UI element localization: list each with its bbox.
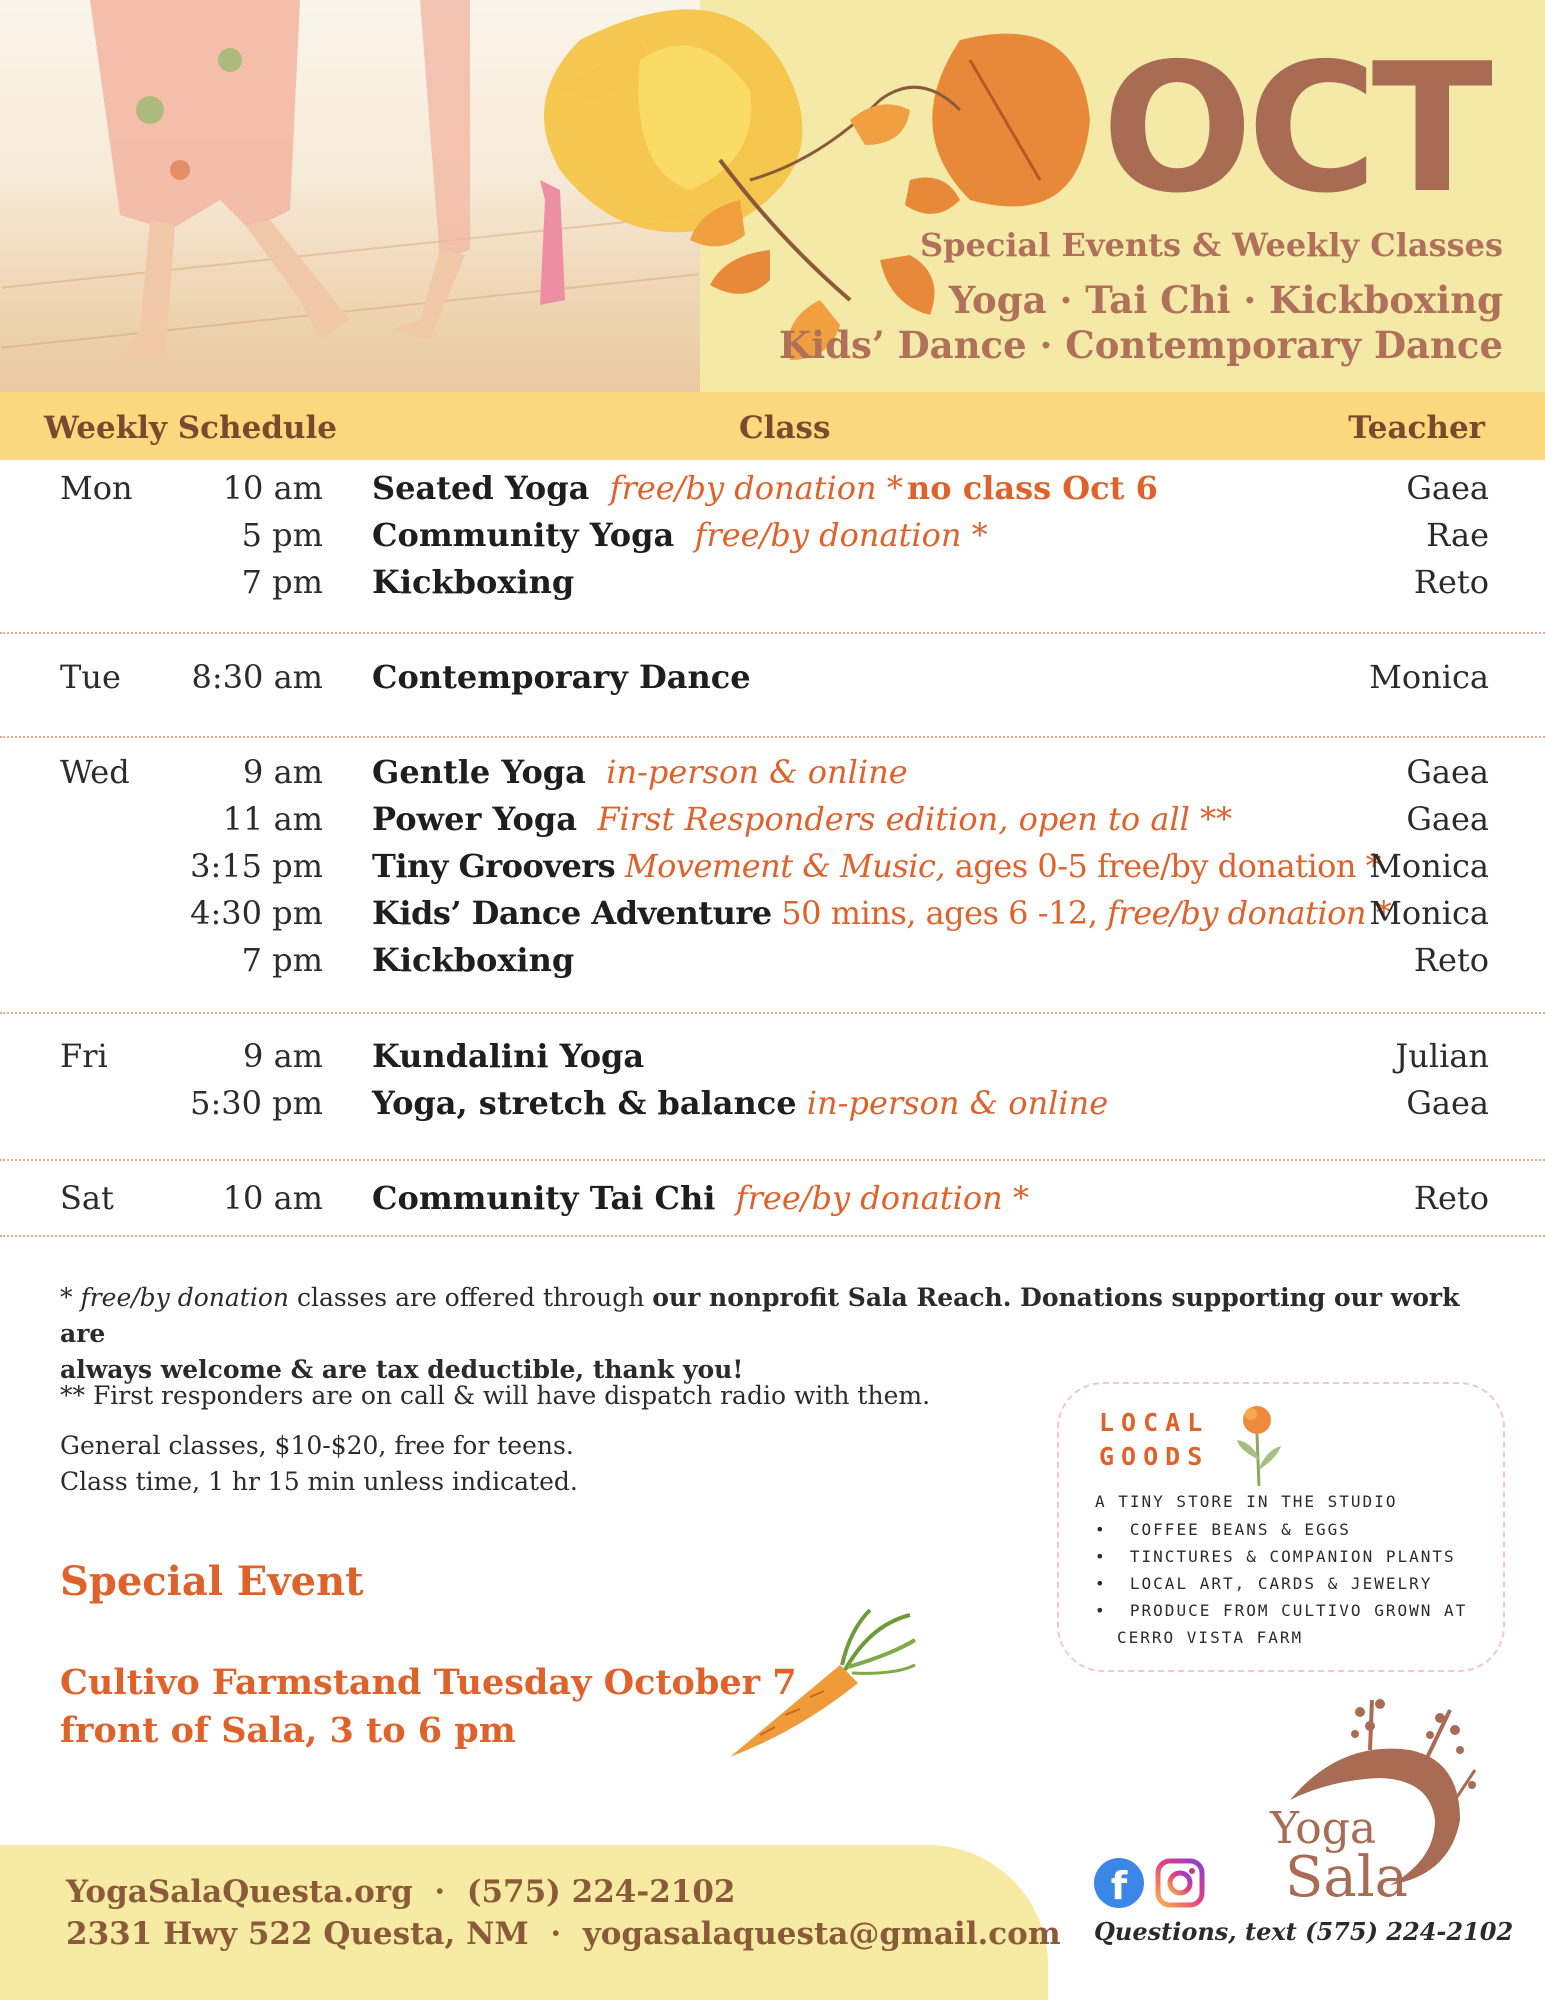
special-event-heading: Special Event bbox=[60, 1558, 364, 1605]
teacher-name: Monica bbox=[1369, 894, 1489, 932]
goods-intro: A TINY STORE IN THE STUDIO bbox=[1095, 1492, 1398, 1511]
teacher-name: Monica bbox=[1369, 658, 1489, 696]
flower-icon bbox=[1229, 1400, 1289, 1490]
teacher-name: Reto bbox=[1413, 1179, 1489, 1217]
facebook-icon[interactable]: f bbox=[1094, 1858, 1144, 1908]
teacher-name: Gaea bbox=[1406, 753, 1489, 791]
class-time: 9 am bbox=[243, 753, 323, 791]
goods-item: • TINCTURES & COMPANION PLANTS bbox=[1095, 1547, 1456, 1566]
class-name: Kickboxing bbox=[372, 941, 575, 979]
class-name: Kickboxing bbox=[372, 563, 575, 601]
donation-note: * free/by donation classes are offered through our nonprofit Sala Reach. Donations supporting our work are always welcome & are tax deductible, thank you! bbox=[60, 1283, 1460, 1384]
class-time: 7 pm bbox=[241, 941, 323, 979]
class-time: 11 am bbox=[222, 800, 323, 838]
no-class-notice: no class Oct 6 bbox=[907, 469, 1158, 507]
class-name: Seated Yoga bbox=[372, 469, 590, 507]
class-time: 10 am bbox=[222, 1179, 323, 1217]
row-divider bbox=[0, 1012, 1545, 1014]
class-note: in-person & online bbox=[606, 753, 908, 791]
class-note: ages 0-5 free/by donation * bbox=[954, 847, 1382, 885]
goods-item: • PRODUCE FROM CULTIVO GROWN AT bbox=[1095, 1601, 1468, 1620]
class-entry bbox=[372, 753, 908, 791]
class-name: Community Yoga bbox=[372, 516, 675, 554]
class-name: Gentle Yoga bbox=[372, 753, 586, 791]
header-banner bbox=[0, 0, 1545, 392]
row-divider bbox=[0, 1235, 1545, 1237]
class-name: Power Yoga bbox=[372, 800, 577, 838]
teacher-name: Julian bbox=[1395, 1037, 1489, 1075]
row-divider bbox=[0, 632, 1545, 634]
class-entry bbox=[372, 1037, 644, 1075]
day-monday: Mon bbox=[60, 469, 133, 507]
class-entry bbox=[372, 516, 988, 554]
header-line1: Yoga · Tai Chi · Kickboxing bbox=[948, 278, 1503, 322]
teacher-name: Monica bbox=[1369, 847, 1489, 885]
class-name: Contemporary Dance bbox=[372, 658, 751, 696]
logo-word-yoga: Yoga bbox=[1270, 1803, 1377, 1854]
class-time: 10 am bbox=[222, 469, 323, 507]
class-time: 3:15 pm bbox=[190, 847, 323, 885]
phone-number[interactable]: (575) 224-2102 bbox=[466, 1874, 736, 1910]
footer-line2: 2331 Hwy 522 Questa, NM · yogasalaquesta@gmail.com bbox=[66, 1916, 1061, 1952]
goods-item: • COFFEE BEANS & EGGS bbox=[1095, 1520, 1351, 1539]
class-entry bbox=[372, 658, 751, 696]
class-note: in-person & online bbox=[806, 1084, 1109, 1122]
teacher-name: Gaea bbox=[1406, 1084, 1489, 1122]
class-time: 9 am bbox=[243, 1037, 323, 1075]
class-time: 5 pm bbox=[241, 516, 323, 554]
class-note: free/by donation * bbox=[694, 516, 988, 554]
day-saturday: Sat bbox=[60, 1179, 114, 1217]
class-entry bbox=[372, 1179, 1029, 1217]
class-entry bbox=[372, 941, 574, 979]
class-time: 4:30 pm bbox=[190, 894, 323, 932]
class-time: 5:30 pm bbox=[190, 1084, 323, 1122]
class-note: First Responders edition, open to all ** bbox=[597, 800, 1233, 838]
event-line1: Cultivo Farmstand Tuesday October 7 bbox=[60, 1662, 797, 1703]
instagram-icon[interactable] bbox=[1155, 1858, 1205, 1908]
class-note: free/by donation * bbox=[735, 1179, 1029, 1217]
class-note-italic: Movement & Music, bbox=[624, 847, 946, 885]
column-header-schedule: Weekly Schedule bbox=[44, 410, 338, 446]
day-friday: Fri bbox=[60, 1037, 108, 1075]
header-subtitle: Special Events & Weekly Classes bbox=[920, 226, 1503, 264]
goods-title-1: LOCAL bbox=[1099, 1408, 1210, 1437]
teacher-name: Gaea bbox=[1406, 469, 1489, 507]
teacher-name: Reto bbox=[1413, 563, 1489, 601]
email-link[interactable]: yogasalaquesta@gmail.com bbox=[582, 1916, 1061, 1952]
column-header-class: Class bbox=[739, 410, 831, 446]
row-divider bbox=[0, 736, 1545, 738]
class-entry bbox=[372, 563, 574, 601]
local-goods-card bbox=[1057, 1382, 1505, 1672]
day-tuesday: Tue bbox=[60, 658, 121, 696]
class-entry bbox=[372, 1084, 1108, 1122]
class-entry bbox=[372, 800, 1232, 838]
class-note: 50 mins, ages 6 -12, bbox=[781, 894, 1098, 932]
class-name: Kids’ Dance Adventure bbox=[372, 894, 772, 932]
pricing-note: General classes, $10-$20, free for teens. bbox=[60, 1431, 574, 1460]
class-entry bbox=[372, 894, 1391, 932]
goods-title-2: GOODS bbox=[1099, 1442, 1210, 1471]
footer-line1: YogaSalaQuesta.org · (575) 224-2102 bbox=[66, 1874, 736, 1910]
class-name: Tiny Groovers bbox=[372, 847, 616, 885]
class-name: Yoga, stretch & balance bbox=[372, 1084, 797, 1122]
class-note: free/by donation * bbox=[609, 469, 903, 507]
class-entry bbox=[372, 469, 903, 507]
carrot-icon bbox=[720, 1605, 920, 1765]
address: 2331 Hwy 522 Questa, NM bbox=[66, 1916, 529, 1952]
column-header-teacher: Teacher bbox=[1348, 410, 1485, 446]
teacher-name: Gaea bbox=[1406, 800, 1489, 838]
responders-note: ** First responders are on call & will have dispatch radio with them. bbox=[60, 1381, 931, 1410]
class-time: 7 pm bbox=[241, 563, 323, 601]
class-name: Community Tai Chi bbox=[372, 1179, 716, 1217]
class-entry bbox=[372, 847, 1381, 885]
day-wednesday: Wed bbox=[60, 753, 130, 791]
header-line2: Kids’ Dance · Contemporary Dance bbox=[778, 323, 1503, 367]
teacher-name: Reto bbox=[1413, 941, 1489, 979]
duration-note: Class time, 1 hr 15 min unless indicated. bbox=[60, 1467, 578, 1496]
month-title: OCT bbox=[1101, 25, 1487, 232]
event-line2: front of Sala, 3 to 6 pm bbox=[60, 1710, 516, 1751]
goods-item: • LOCAL ART, CARDS & JEWELRY bbox=[1095, 1574, 1433, 1593]
logo-word-sala: Sala bbox=[1285, 1845, 1409, 1910]
row-divider bbox=[0, 1159, 1545, 1161]
goods-item-continued: CERRO VISTA FARM bbox=[1117, 1628, 1304, 1647]
class-name: Kundalini Yoga bbox=[372, 1037, 645, 1075]
class-note-italic: free/by donation * bbox=[1107, 894, 1392, 932]
website-link[interactable]: YogaSalaQuesta.org bbox=[66, 1874, 413, 1910]
questions-text: Questions, text (575) 224-2102 bbox=[1094, 1917, 1514, 1946]
teacher-name: Rae bbox=[1426, 516, 1489, 554]
class-time: 8:30 am bbox=[191, 658, 323, 696]
